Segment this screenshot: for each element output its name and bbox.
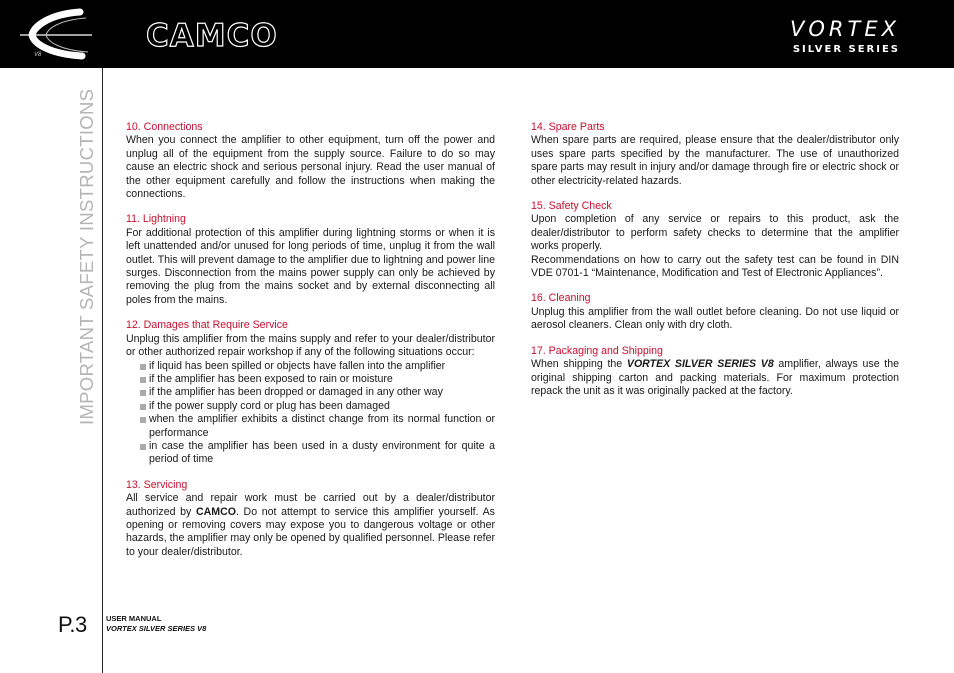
section-cleaning bbox=[531, 292, 899, 332]
section-heading: 16. Cleaning bbox=[531, 292, 591, 305]
body-text: amplifier, always use the original shipping carton and packing materials. For maximum protection repack the unit as it was originally packed at the factory. bbox=[531, 358, 899, 397]
section-body bbox=[126, 492, 495, 559]
section-damages bbox=[126, 319, 495, 466]
section-body-2: Recommendations on how to carry out the safety test can be found in DIN VDE 0701-1 “Maintenance, Modification and Test of Electronic Appliances”. bbox=[531, 253, 899, 280]
list-item: in case the amplifier has been used in a dusty environment for quite a period of time bbox=[140, 440, 495, 467]
section-body: For additional protection of this amplifier during lightning storms or when it is left unattended and/or unused for long periods of time, unplug it from the wall outlet. This will prevent damage to the amplifier due to lightning and power line surges. Disconnection from the mains power supply can only be achieved by removing the plug from the mains socket and by external disconnecting all poles from the mains. bbox=[126, 226, 495, 306]
section-heading: 17. Packaging and Shipping bbox=[531, 344, 663, 357]
margin-divider bbox=[102, 68, 103, 673]
product-name: VORTEX bbox=[790, 17, 900, 41]
product-ref: VORTEX SILVER SERIES V8 bbox=[626, 358, 774, 371]
section-body: Unplug this amplifier from the mains supply and refer to your dealer/distributor or other authorized repair workshop if any of the following situations occur: bbox=[126, 332, 495, 359]
list-item: if liquid has been spilled or objects have fallen into the amplifier bbox=[140, 360, 495, 373]
section-servicing bbox=[126, 479, 495, 559]
section-body: When you connect the amplifier to other equipment, turn off the power and unplug all of the equipment from the supply source. Failure to do so may cause an electric shock and serious personal injury. Read the user manual of the other equipment carefully and follow the instructions when making the connections. bbox=[126, 134, 495, 201]
section-body: Unplug this amplifier from the wall outlet before cleaning. Do not use liquid or aerosol cleaners. Clean only with dry cloth. bbox=[531, 305, 899, 332]
section-spare-parts bbox=[531, 121, 899, 188]
side-title bbox=[76, 88, 100, 425]
section-heading: 10. Connections bbox=[126, 121, 203, 133]
section-body: Upon completion of any service or repairs to this product, ask the dealer/distributor to perform safety checks to determine that the amplifier works properly. bbox=[531, 213, 899, 253]
section-lightning bbox=[126, 213, 495, 307]
damage-list bbox=[140, 360, 495, 467]
footer-manual-label: USER MANUAL bbox=[106, 614, 162, 623]
section-safety-check bbox=[531, 200, 899, 280]
section-heading: 13. Servicing bbox=[126, 478, 188, 491]
side-title-text: IMPORTANT SAFETY INSTRUCTIONS bbox=[76, 88, 97, 425]
series-name: SILVER SERIES bbox=[792, 44, 900, 55]
list-item: when the amplifier exhibits a distinct change from its normal function or performance bbox=[140, 413, 495, 440]
camco-logo-icon bbox=[20, 8, 92, 60]
section-body: When spare parts are required, please ensure that the dealer/distributor only uses spare parts specified by the manufacturer. The use of unauthorized spare parts may result in injury and/or damage through fire or electric shock or other electricity-related hazards. bbox=[531, 134, 899, 187]
page-number: P.3 bbox=[58, 612, 87, 637]
brand-logo: CAMCO bbox=[146, 18, 278, 54]
body-text: All service and repair work must be carried out by a dealer/distributor authorized by bbox=[126, 492, 495, 518]
footer-product-label: VORTEX SILVER SERIES V8 bbox=[106, 624, 207, 633]
section-packaging bbox=[531, 345, 899, 399]
model-tag: V8 bbox=[34, 52, 42, 58]
section-body bbox=[531, 358, 899, 398]
section-heading: 12. Damages that Require Service bbox=[126, 319, 288, 332]
body-text: . Do not attempt to service this amplifier yourself. As opening or removing covers may expose you to dangerous voltage or other hazards, the amplifier may only be opened by qualified personnel. Please refer to your dealer/distributor. bbox=[126, 505, 495, 558]
brand-ref: CAMCO bbox=[195, 505, 236, 518]
section-heading: 14. Spare Parts bbox=[531, 121, 605, 133]
left-column bbox=[126, 121, 495, 571]
list-item: if the amplifier has been exposed to rain or moisture bbox=[140, 373, 495, 386]
list-item: if the power supply cord or plug has been damaged bbox=[140, 400, 495, 413]
body-text: When shipping the bbox=[531, 358, 627, 371]
section-heading: 15. Safety Check bbox=[531, 200, 612, 213]
right-column bbox=[531, 121, 899, 410]
section-heading: 11. Lightning bbox=[126, 213, 186, 226]
section-connections bbox=[126, 121, 495, 201]
list-item: if the amplifier has been dropped or damaged in any other way bbox=[140, 386, 495, 399]
header-bar bbox=[0, 0, 954, 68]
